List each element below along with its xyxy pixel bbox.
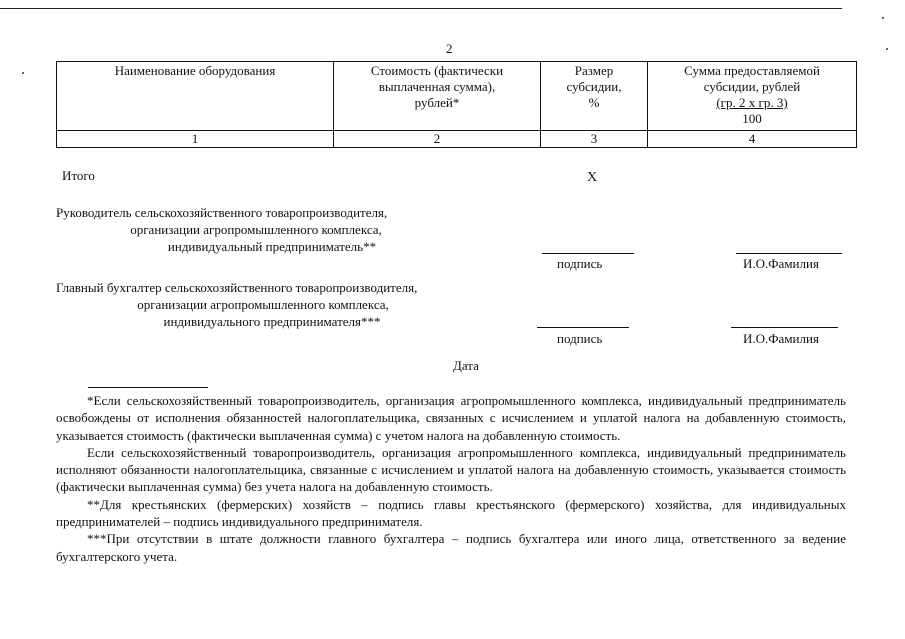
column-number: 1 (57, 131, 334, 148)
name-label: И.О.Фамилия (743, 331, 819, 346)
signature-label: подпись (557, 331, 603, 346)
accountant-signature-title (56, 279, 496, 330)
total-label: Итого (62, 168, 95, 183)
name-line (731, 327, 838, 328)
footnotes (56, 392, 846, 565)
column-number: 2 (334, 131, 541, 148)
scan-speck (882, 17, 884, 19)
equipment-table (56, 61, 857, 148)
footnote-vat-exempt: *Если сельскохозяйственный товаропроизводитель, организация агропромышленного комплекса, индивидуальный предприниматель освобождены от исполнения обязанностей налогоплательщика, связанных с исчислением и уплатой налога на добавленную стоимость, указывается стоимость (фактически выплаченная сумма) с учетом налога на добавленную стоимость. (56, 393, 846, 443)
scan-speck (886, 48, 888, 50)
title-line: Руководитель сельскохозяйственного товаропроизводителя, (56, 205, 388, 220)
column-number: 3 (541, 131, 648, 148)
footnote-farm-head: **Для крестьянских (фермерских) хозяйств – подпись главы крестьянского (фермерского) хозяйства, для индивидуальных предпринимателей – подпись индивидуального предпринимателя. (56, 496, 846, 530)
header-line: субсидии, рублей (703, 79, 801, 94)
title-line: индивидуальный предприниматель** (167, 239, 377, 254)
signature-label: подпись (557, 256, 603, 271)
header-line: Сумма предоставляемой (684, 63, 820, 78)
title-line: индивидуального предпринимателя*** (163, 314, 381, 329)
title-line: организации агропромышленного комплекса, (137, 297, 389, 312)
header-line: рублей* (414, 95, 460, 110)
header-equipment-name (57, 62, 334, 131)
column-number-row (57, 131, 857, 148)
column-number: 4 (648, 131, 857, 148)
footnote-vat-payer: Если сельскохозяйственный товаропроизводитель, организация агропромышленного комплекса, индивидуальный предприниматель исполняют обязанности налогоплательщика, связанные с исчислением и уплатой налога на добавленную стоимость, указывается стоимость (фактически выплаченная сумма) без учета налога на добавленную стоимость. (56, 444, 846, 495)
date-label: Дата (453, 358, 479, 373)
scan-speck (22, 72, 24, 74)
footnote-separator (88, 387, 208, 388)
formula-denominator: 100 (742, 111, 762, 126)
signature-line (542, 253, 634, 254)
header-line: выплаченная сумма), (378, 79, 496, 94)
signature-line (537, 327, 629, 328)
head-signature-title (56, 204, 456, 255)
header-line: Размер (574, 63, 614, 78)
table-header-row (57, 62, 857, 131)
header-line: % (588, 95, 600, 110)
header-line: субсидии, (566, 79, 622, 94)
name-line (736, 253, 842, 254)
header-line: Стоимость (фактически (370, 63, 504, 78)
footnote-no-chief-accountant: ***При отсутствии в штате должности главного бухгалтера – подпись бухгалтера или иного лица, ответственного за ведение бухгалтерского учета. (56, 531, 846, 564)
title-line: организации агропромышленного комплекса, (130, 222, 382, 237)
total-mark: Х (587, 170, 598, 185)
header-subsidy-size (541, 62, 648, 131)
formula-numerator: (гр. 2 х гр. 3) (716, 95, 788, 110)
title-line: Главный бухгалтер сельскохозяйственного товаропроизводителя, (56, 280, 418, 295)
page-number: 2 (446, 41, 453, 56)
header-subsidy-amount (648, 62, 857, 131)
top-border-line (0, 8, 842, 9)
header-cost (334, 62, 541, 131)
name-label: И.О.Фамилия (743, 256, 819, 271)
header-line: Наименование оборудования (114, 63, 276, 78)
